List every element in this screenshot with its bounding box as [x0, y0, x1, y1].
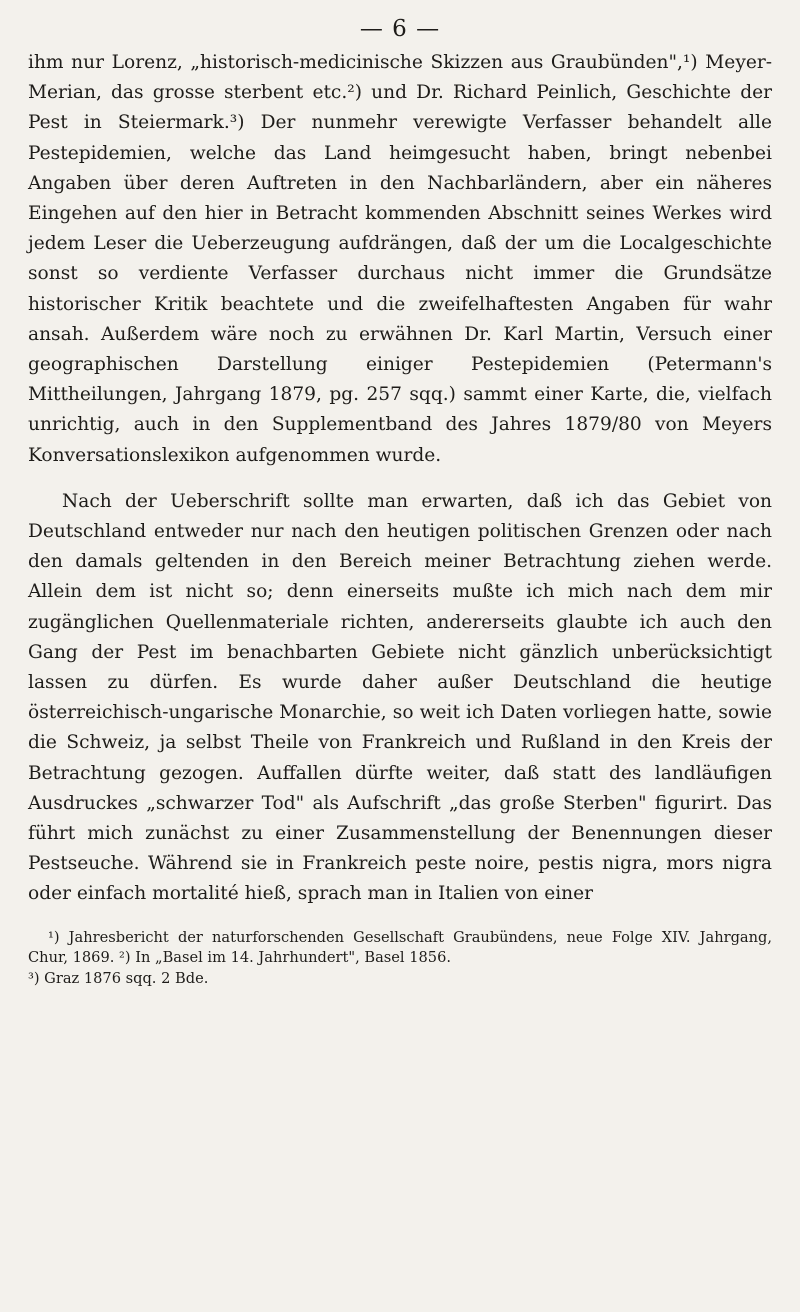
footnote-3: ³) Graz 1876 sqq. 2 Bde. — [28, 969, 209, 987]
footnotes — [28, 928, 772, 990]
page-number: — 6 — — [359, 16, 441, 42]
paragraph-1: ihm nur Lorenz, „historisch-medicinische Skizzen aus Graubünden",¹) Meyer-Merian, das grosse sterbent etc.²) und Dr. Richard Peinlich, Geschichte der Pest in Steiermark.³) Der nunmehr verewigte Verfasser behandelt alle Pestepidemien, welche das Land heimgesucht haben, bringt nebenbei Angaben über deren Auftreten in den Nachbarländern, aber ein näheres Eingehen auf den hier in Betracht kommenden Abschnitt seines Werkes wird jedem Leser die Ueberzeugung aufdrängen, daß der um die Localgeschichte sonst so verdiente Verfasser durchaus nicht immer die Grundsätze historischer Kritik beachtete und die zweifelhaftesten Angaben für wahr ansah. Außerdem wäre noch zu erwähnen Dr. Karl Martin, Versuch einer geographischen Darstellung einiger Pestepidemien (Petermann's Mittheilungen, Jahrgang 1879, pg. 257 sqq.) sammt einer Karte, die, vielfach unrichtig, auch in den Supplementband des Jahres 1879/80 von Meyers Konversationslexikon aufgenommen wurde. — [28, 52, 772, 466]
body-text — [28, 48, 772, 910]
paragraph-gap — [28, 471, 772, 487]
paragraph-2: Nach der Ueberschrift sollte man erwarten, daß ich das Gebiet von Deutschland entweder nur nach den heutigen politischen Grenzen oder nach den damals geltenden in den Bereich meiner Betrachtung ziehen werde. Allein dem ist nicht so; denn einerseits mußte ich mich nach dem mir zugänglichen Quellenmateriale richten, andererseits glaubte ich auch den Gang der Pest im benachbarten Gebiete nicht gänzlich unberücksichtigt lassen zu dürfen. Es wurde daher außer Deutschland die heutige österreichisch-ungarische Monarchie, so weit ich Daten vorliegen hatte, sowie die Schweiz, ja selbst Theile von Frankreich und Rußland in den Kreis der Betrachtung gezogen. Auffallen dürfte weiter, daß statt des landläufigen Ausdruckes „schwarzer Tod" als Aufschrift „das große Sterben" figurirt. Das führt mich zunächst zu einer Zusammenstellung der Benennungen dieser Pestseuche. Während sie in Frankreich peste noire, pestis nigra, mors nigra oder einfach mortalité hieß, sprach man in Italien von einer — [28, 490, 772, 905]
footnote-1-2: ¹) Jahresbericht der naturforschenden Gesellschaft Graubündens, neue Folge XIV. Jahrgang, Chur, 1869. ²) In „Basel im 14. Jahrhundert", Basel 1856. — [28, 928, 772, 967]
